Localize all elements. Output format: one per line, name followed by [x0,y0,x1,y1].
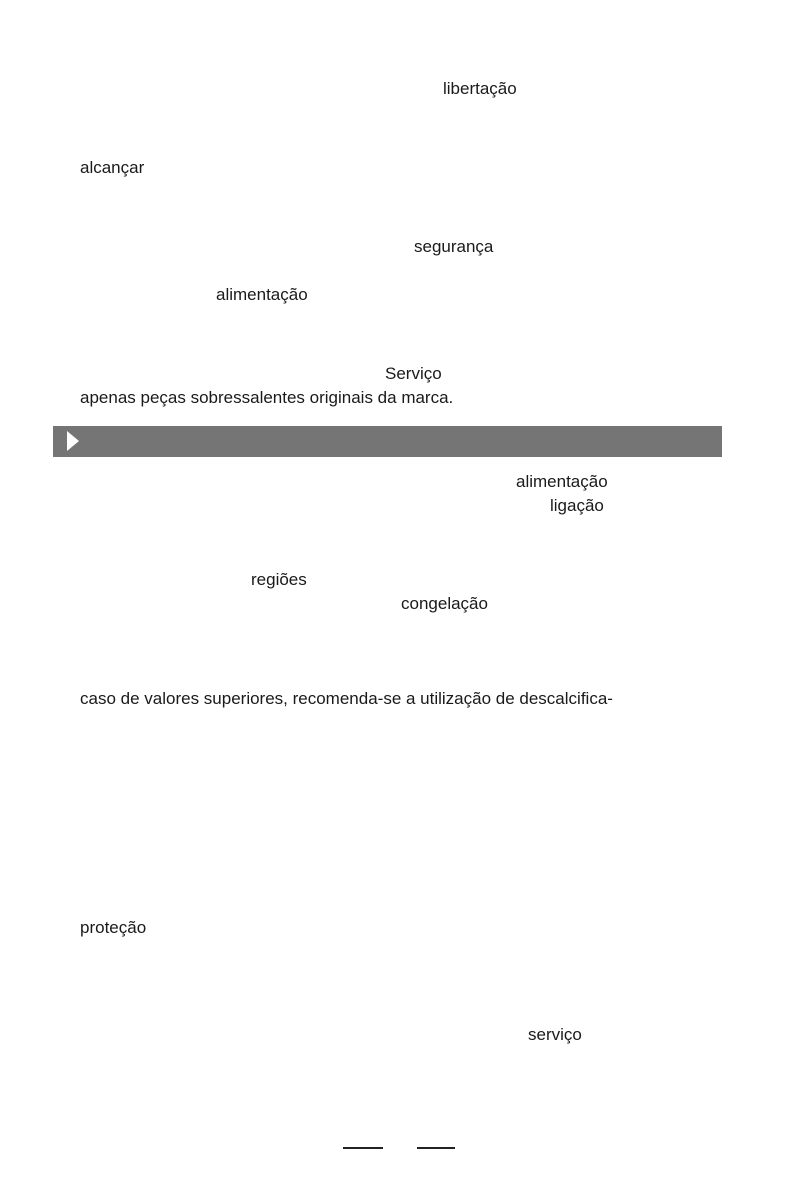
text-fragment-libertacao: libertação [443,79,517,98]
text-fragment-seguranca: segurança [414,237,494,256]
text-fragment-regioes: regiões [251,570,307,589]
text-fragment-servico: Serviço [385,364,442,383]
text-fragment-servico-2: serviço [528,1025,582,1044]
text-fragment-congelacao: congelação [401,594,488,613]
text-fragment-alimentacao-2: alimentação [516,472,608,491]
text-fragment-alcancar: alcançar [80,158,145,177]
section-header-bar [53,426,722,457]
text-fragment-alimentacao: alimentação [216,285,308,304]
text-line-pecas-originais: apenas peças sobressalentes originais da marca. [80,388,454,407]
triangle-right-icon [67,431,79,451]
text-line-descalcificacao: caso de valores superiores, recomenda-se a utilização de descalcifica- [80,689,613,708]
text-fragment-protecao: proteção [80,918,147,937]
page-number-underline-left [343,1147,383,1149]
page-number-underline-right [417,1147,455,1149]
text-fragment-ligacao: ligação [550,496,604,515]
